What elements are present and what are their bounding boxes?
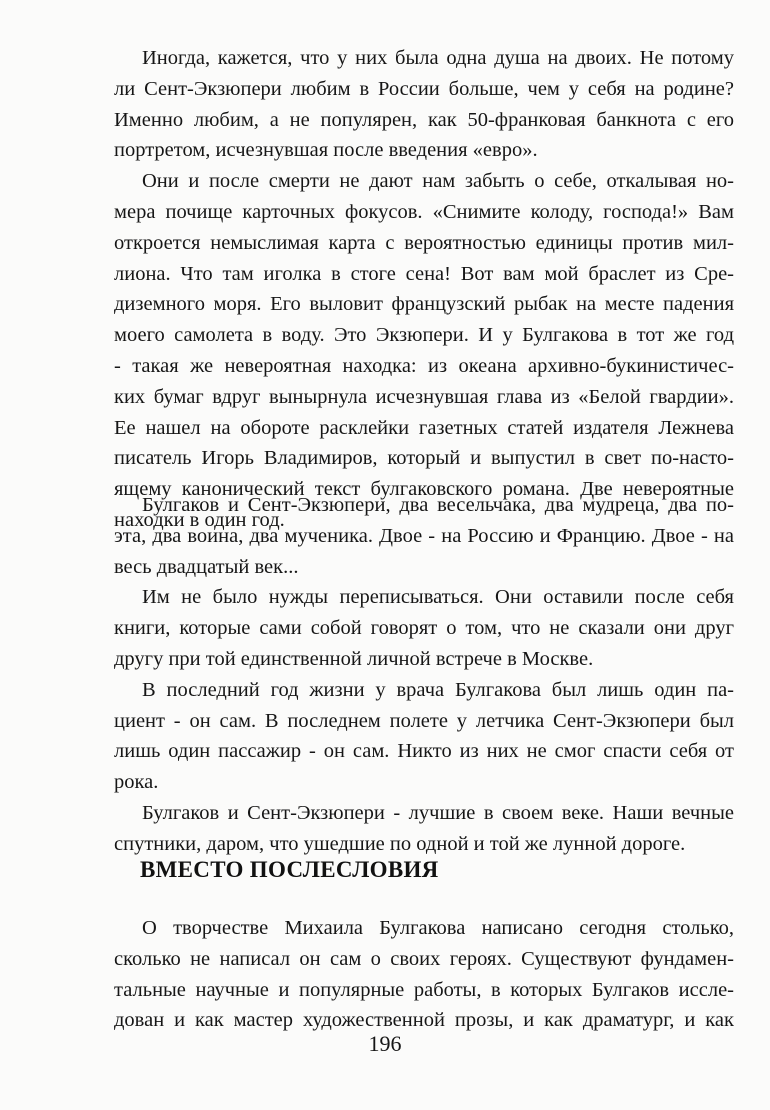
text-line: Им не было нужды переписываться. Они оставили после себя <box>142 586 734 609</box>
text-line: откроется немыслимая карта с вероятностью единицы против мил- <box>114 231 734 254</box>
text-line: портретом, исчезнувшая после введения «евро». <box>114 139 538 162</box>
text-line: Они и после смерти не дают нам забыть о себе, откалывая но- <box>142 170 734 193</box>
section-heading: ВМЕСТО ПОСЛЕСЛОВИЯ <box>140 857 439 882</box>
text-line: другу при той единственной личной встрече в Москве. <box>114 647 594 670</box>
text-line: мера почище карточных фокусов. «Снимите колоду, господа!» Вам <box>114 200 734 223</box>
page-number: 196 <box>368 1031 402 1056</box>
text-line: лиона. Что там иголка в стоге сена! Вот вам мой браслет из Сре- <box>114 262 734 285</box>
text-line: циент - он сам. В последнем полете у летчика Сент-Экзюпери был <box>114 709 734 732</box>
text-line: Ее нашел на обороте расклейки газетных статей издателя Лежнева <box>114 416 734 439</box>
text-line: сколько не написал он сам о своих героях. Существуют фундамен- <box>114 947 734 970</box>
text-line: книги, которые сами собой говорят о том, что не сказали они друг <box>114 617 734 640</box>
text-line: Иногда, кажется, что у них была одна душа на двоих. Не потому <box>142 47 734 69</box>
text-line: дован и как мастер художественной прозы, и как драматург, и как <box>114 1009 734 1032</box>
text-line: - такая же невероятная находка: из океана архивно-букинистичес- <box>114 354 734 377</box>
text-line: писатель Игорь Владимиров, который и выпустил в свет по-насто- <box>114 447 734 470</box>
text-block-1 <box>114 43 734 536</box>
text-line: весь двадцатый век... <box>114 555 299 578</box>
text-line: ких бумаг вдруг вынырнула исчезнувшая глава из «Белой гвардии». <box>114 385 734 408</box>
text-line: рока. <box>114 771 159 794</box>
text-block-2 <box>114 490 734 860</box>
text-line: О творчестве Михаила Булгакова написано сегодня столько, <box>142 917 734 939</box>
text-line: эта, два воина, два мученика. Двое - на Россию и Францию. Двое - на <box>114 524 734 547</box>
text-line: моего самолета в воду. Это Экзюпери. И у Булгакова в тот же год <box>114 324 734 347</box>
text-line: ли Сент-Экзюпери любим в России больше, чем у себя на родине? <box>114 77 734 100</box>
text-line: тальные научные и популярные работы, в которых Булгаков иссле- <box>114 978 734 1001</box>
text-line: ящему канонический текст булгаковского романа. Две невероятные <box>114 478 734 501</box>
text-line: спутники, даром, что ушедшие по одной и той же лунной дороге. <box>114 832 686 855</box>
text-line: В последний год жизни у врача Булгакова был лишь один па- <box>142 678 734 701</box>
text-line: лишь один пассажир - он сам. Никто из них не смог спасти себя от <box>114 740 734 763</box>
text-block-3 <box>114 913 734 1036</box>
text-line: Именно любим, а не популярен, как 50-франковая банкнота с его <box>114 108 734 131</box>
text-line: диземного моря. Его выловит французский рыбак на месте падения <box>114 293 734 316</box>
text-line: находки в один год. <box>114 508 285 531</box>
text-line: Булгаков и Сент-Экзюпери, два весельчака, два мудреца, два по- <box>142 494 734 516</box>
text-line: Булгаков и Сент-Экзюпери - лучшие в своем веке. Наши вечные <box>142 801 734 824</box>
